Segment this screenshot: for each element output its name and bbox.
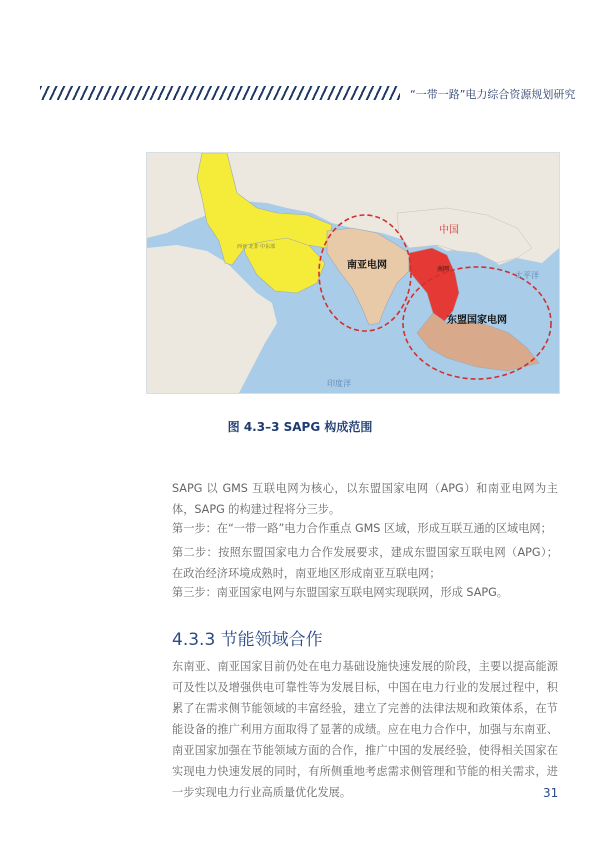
paragraph-step-3: 第三步：南亚国家电网与东盟国家互联电网实现联网，形成 SAPG。 <box>172 586 508 599</box>
map-svg <box>147 153 559 393</box>
map-label-asean-grid: 东盟国家电网 <box>447 315 507 326</box>
page-number: 31 <box>543 786 559 800</box>
map-label-china: 中国 <box>439 225 459 236</box>
running-header-title: “一带一路”电力综合资源规划研究 <box>410 88 576 101</box>
map-label-indian-ocean: 印度洋 <box>327 379 351 388</box>
map-label-south: 南网 <box>437 266 450 273</box>
region-gms <box>409 248 459 323</box>
paragraph-energy-cooperation: 东南亚、南亚国家目前仍处在电力基础设施快速发展的阶段，主要以提高能源可及性以及增强供电可靠性等为发展目标，中国在电力行业的发展过程中，积累了在需求侧节能领域的丰富经验，建立了完善的法律法规和政策体系，在节能设备的推广利用方面取得了显著的成绩。应在电力合作中，加强与东南亚、南亚国家加强在节能领域方面的合作，推广中国的发展经验，使得相关国家在实现电力快速发展的同时，有所侧重地考虑需求侧管理和节能的相关需求，进一步实现电力行业高质量优化发展。 <box>172 660 558 799</box>
map-label-west: 西亚 北非 中东部 <box>237 244 276 250</box>
map-label-south-asia-grid: 南亚电网 <box>347 260 387 271</box>
section-heading: 4.3.3 节能领域合作 <box>172 630 323 650</box>
paragraph-step-1: 第一步：在“一带一路”电力合作重点 GMS 区域，形成互联互通的区域电网； <box>172 522 552 535</box>
header-hatch-decoration <box>40 86 400 100</box>
sapg-map-figure <box>146 152 560 394</box>
paragraph-intro: SAPG 以 GMS 互联电网为核心，以东盟国家电网（APG）和南亚电网为主体，SAPG 的构建过程将分三步。 <box>172 482 558 516</box>
figure-caption: 图 4.3–3 SAPG 构成范围 <box>227 420 373 434</box>
paragraph-step-2: 第二步：按照东盟国家电力合作发展要求，建成东盟国家互联电网（APG）；在政治经济环境成熟时，南亚地区形成南亚互联电网； <box>172 546 558 580</box>
map-label-pacific: 太平洋 <box>515 271 539 280</box>
region-south-asia <box>327 228 409 325</box>
